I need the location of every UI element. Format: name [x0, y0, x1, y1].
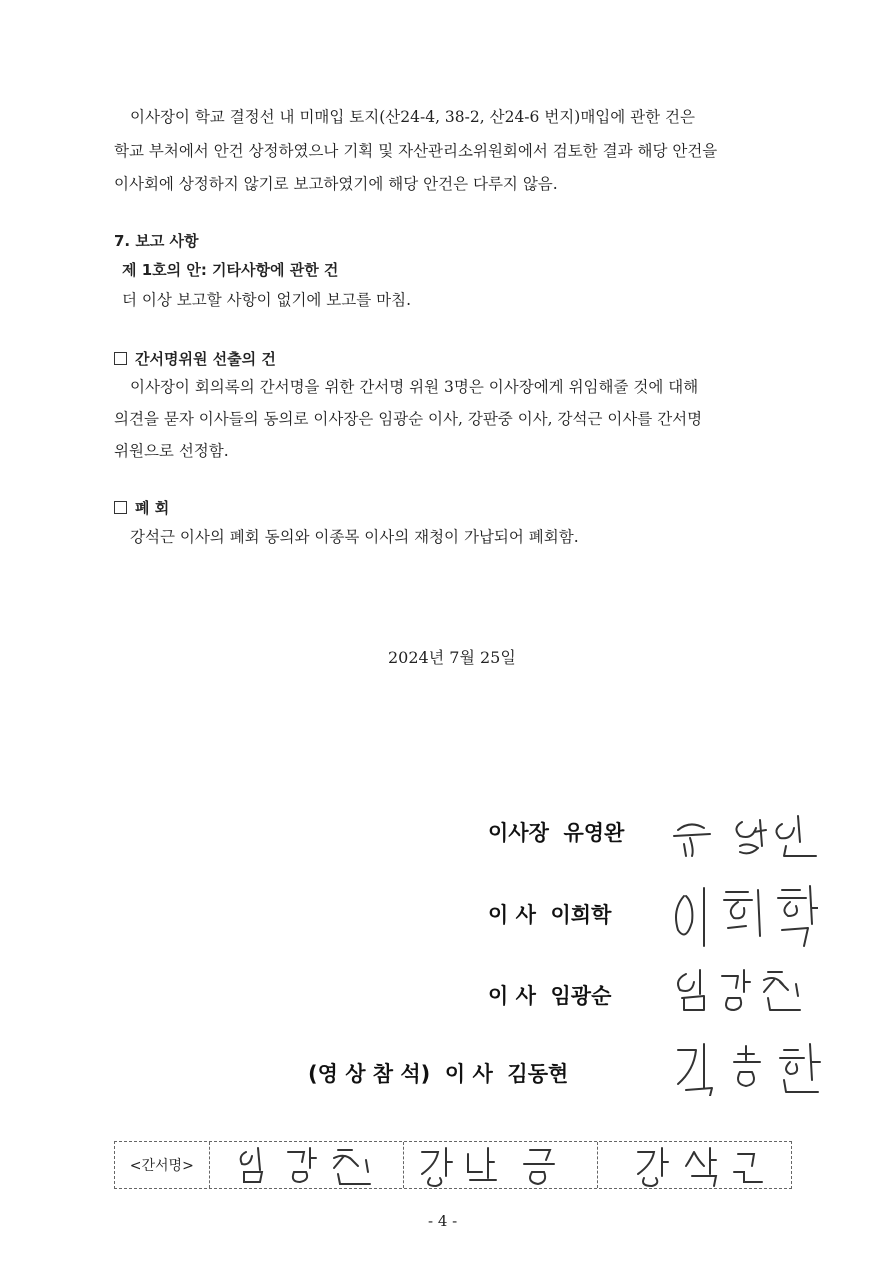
signature-role: 이 사	[488, 903, 536, 927]
signature-role: 이 사	[488, 984, 536, 1008]
handwritten-signature-icon	[668, 880, 818, 950]
witness-signature-cell	[598, 1142, 791, 1188]
section7-text: 더 이상 보고할 사항이 없기에 보고를 마침.	[122, 291, 412, 309]
page-number: - 4 -	[428, 1212, 458, 1230]
close-heading-text: 폐 회	[135, 499, 170, 517]
para1-line3: 이사회에 상정하지 않기로 보고하였기에 해당 안건은 다루지 않음.	[114, 175, 558, 193]
signature-row-chairman	[488, 817, 624, 847]
handwritten-signature-icon	[598, 1142, 792, 1188]
handwritten-signature-icon	[672, 966, 812, 1016]
witness-label: <간서명>	[115, 1142, 210, 1188]
witness-signature-cell	[404, 1142, 598, 1188]
signature-name: 김동현	[507, 1062, 569, 1086]
signature-name: 유영완	[563, 821, 625, 845]
para1-line1: 이사장이 학교 결정선 내 미매입 토지(산24-4, 38-2, 산24-6 번지)매입에 관한 건은	[130, 108, 695, 126]
signer-line2: 의견을 묻자 이사들의 동의로 이사장은 임광순 이사, 강판중 이사, 강석근 이사를 간서명	[114, 410, 703, 428]
checkbox-icon	[114, 501, 127, 514]
section7-item: 제 1호의 안: 기타사항에 관한 건	[122, 261, 339, 279]
signer-line1: 이사장이 회의록의 간서명을 위한 간서명 위원 3명은 이사장에게 위임해줄 것에 대해	[130, 378, 699, 396]
signature-role: 이 사	[444, 1062, 493, 1086]
witness-signature-cell	[210, 1142, 404, 1188]
signer-section-heading	[114, 349, 276, 369]
meeting-date: 2024년 7월 25일	[388, 648, 516, 667]
signature-row-director1	[488, 899, 611, 929]
signer-heading-text: 간서명위원 선출의 건	[135, 350, 276, 368]
signature-row-director2	[488, 980, 611, 1010]
signature-name: 이희학	[550, 903, 612, 927]
signature-row-director3	[308, 1058, 568, 1088]
signature-role: 이사장	[488, 821, 549, 845]
signature-name: 임광순	[550, 984, 612, 1008]
signer-line3: 위원으로 선정함.	[114, 442, 229, 460]
witness-signature-table	[114, 1141, 792, 1189]
para1-line2: 학교 부처에서 안건 상정하였으나 기획 및 자산관리소위원회에서 검토한 결과 해당 안건을	[114, 142, 718, 160]
handwritten-signature-icon	[672, 1040, 832, 1096]
handwritten-signature-icon	[210, 1142, 404, 1188]
section7-heading: 7. 보고 사항	[114, 232, 199, 250]
handwritten-signature-icon	[670, 810, 820, 860]
close-text: 강석근 이사의 폐회 동의와 이종목 이사의 재청이 가납되어 폐회함.	[130, 528, 579, 546]
handwritten-signature-icon	[404, 1142, 598, 1188]
checkbox-icon	[114, 352, 127, 365]
close-section-heading	[114, 498, 169, 518]
video-attendance-note: (영 상 참 석)	[308, 1062, 431, 1086]
